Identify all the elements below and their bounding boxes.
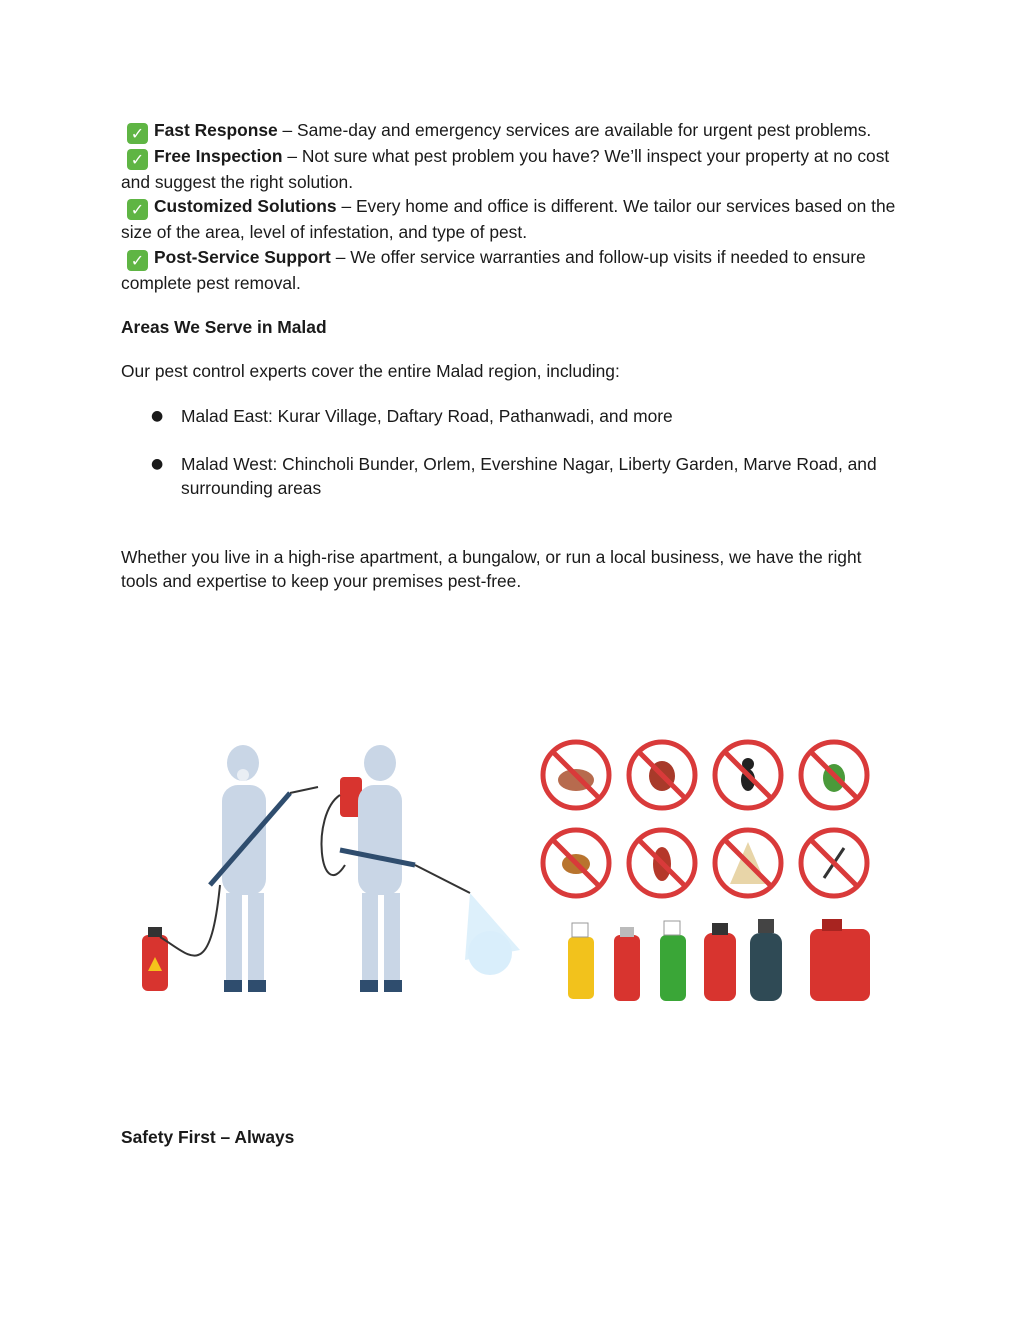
areas-heading: Areas We Serve in Malad bbox=[121, 317, 327, 338]
worker-left-icon bbox=[210, 745, 318, 992]
red-can-icon bbox=[614, 927, 640, 1001]
feature-title: Free Inspection bbox=[154, 146, 283, 166]
bullet-icon: ● bbox=[151, 456, 164, 473]
feature-fast-response bbox=[121, 118, 901, 144]
check-icon: ✓ bbox=[127, 149, 148, 170]
check-icon: ✓ bbox=[127, 250, 148, 271]
no-mosquito-icon bbox=[801, 830, 867, 896]
document-body bbox=[121, 118, 901, 594]
list-item-text: Malad East: Kurar Village, Daftary Road, Pathanwadi, and more bbox=[181, 405, 673, 426]
feature-title: Fast Response bbox=[154, 120, 278, 140]
no-fly-icon bbox=[801, 742, 867, 808]
feature-text: – Not sure what pest problem you have? We’ll inspect your property at no cost and suggest the right solution. bbox=[121, 146, 890, 192]
list-item bbox=[121, 404, 901, 428]
check-icon: ✓ bbox=[127, 199, 148, 220]
pest-control-illustration bbox=[130, 725, 890, 1015]
feature-text: – We offer service warranties and follow-up visits if needed to ensure complete pest removal. bbox=[121, 246, 866, 293]
feature-customized-solutions bbox=[121, 194, 901, 244]
no-tick-icon bbox=[629, 742, 695, 808]
feature-title: Post-Service Support bbox=[154, 246, 331, 267]
feature-free-inspection bbox=[121, 144, 901, 194]
pesticide-bottles bbox=[568, 919, 870, 1001]
no-pests-grid bbox=[543, 742, 867, 896]
areas-intro: Our pest control experts cover the entire Malad region, including: bbox=[121, 361, 620, 382]
red-canister-icon bbox=[810, 919, 870, 1001]
sprayer-tank-left-icon bbox=[142, 885, 220, 991]
check-icon: ✓ bbox=[127, 123, 148, 144]
list-item-text: Malad West: Chincholi Bunder, Orlem, Evershine Nagar, Liberty Garden, Marve Road, and surrounding areas bbox=[181, 454, 877, 499]
feature-text: – Same-day and emergency services are available for urgent pest problems. bbox=[277, 120, 872, 140]
no-rat-icon bbox=[543, 742, 609, 808]
bullet-icon: ● bbox=[151, 407, 164, 424]
no-flea-icon bbox=[543, 830, 609, 896]
safety-heading: Safety First – Always bbox=[121, 1127, 295, 1147]
worker-right-icon bbox=[321, 745, 520, 992]
feature-post-service-support bbox=[121, 245, 901, 295]
closing-paragraph: Whether you live in a high-rise apartment, a bungalow, or run a local business, we have the right tools and expertise to keep your premises pest-free. bbox=[121, 546, 862, 592]
teal-pump-sprayer-icon bbox=[750, 919, 782, 1001]
areas-list bbox=[121, 404, 901, 501]
yellow-spray-bottle-icon bbox=[568, 923, 594, 999]
green-spray-bottle-icon bbox=[660, 921, 686, 1001]
no-ant-icon bbox=[715, 742, 781, 808]
feature-title: Customized Solutions bbox=[154, 196, 337, 217]
red-pressure-sprayer-icon bbox=[704, 923, 736, 1001]
feature-text: – Every home and office is different. We tailor our services based on the size of the area, level of infestation, and type of pest. bbox=[121, 196, 896, 243]
no-cockroach-icon bbox=[629, 830, 695, 896]
list-item bbox=[121, 452, 901, 501]
no-moth-icon bbox=[715, 830, 781, 896]
